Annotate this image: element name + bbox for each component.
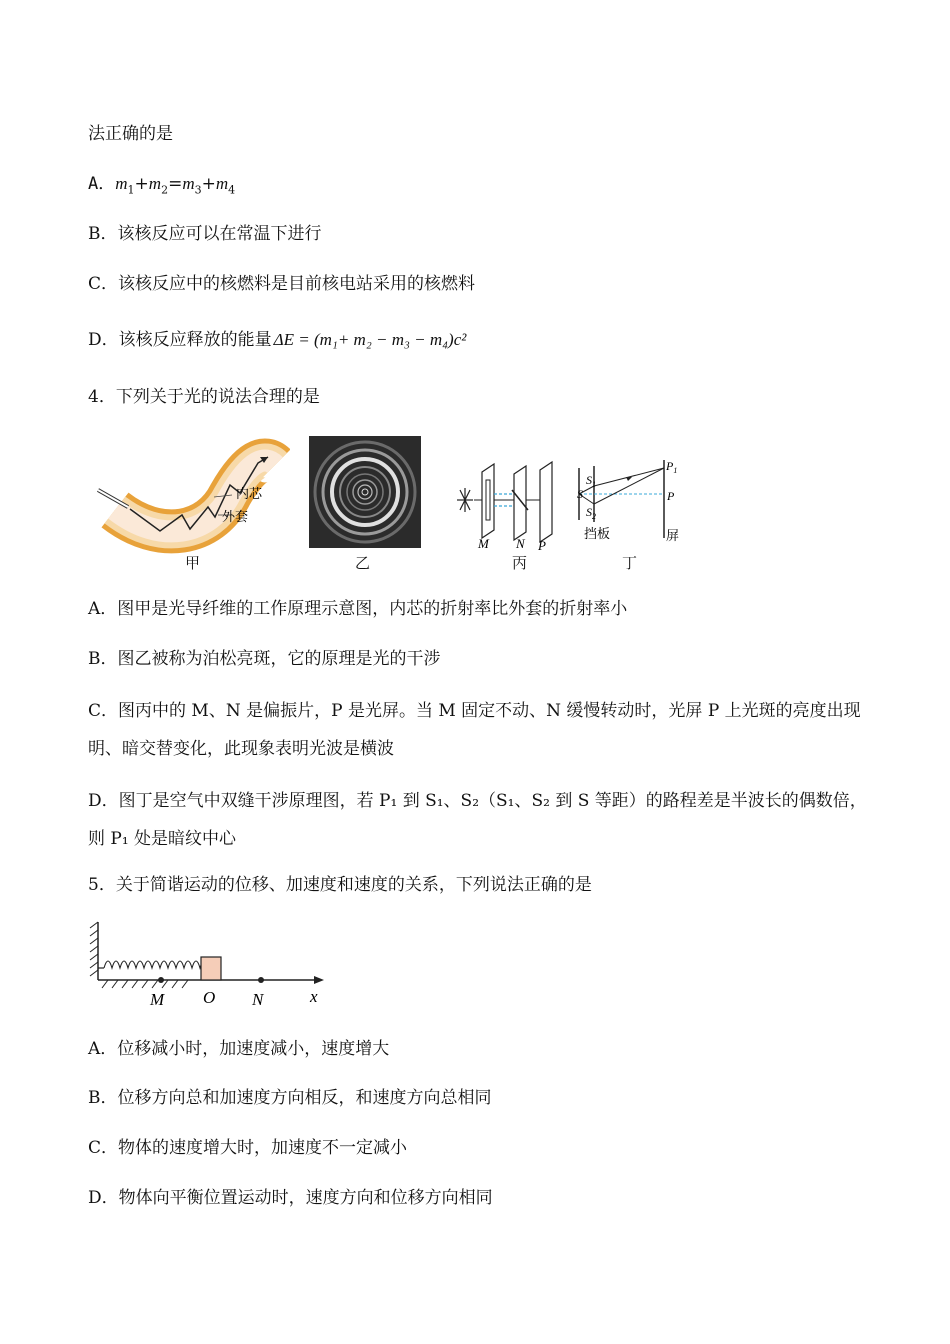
q5-stem: 5．关于简谐运动的位移、加速度和速度的关系，下列说法正确的是 [88,875,592,895]
label-S: S [577,487,583,501]
label-dangban: 挡板 [584,527,611,542]
energy-formula: ΔE = (m₁+ m₂ − m₃ − m₄)c² [273,330,467,349]
q3-option-b: B．该核反应可以在常温下进行 [88,224,322,244]
lead-text: 法正确的是 [88,124,173,144]
q4-option-a: A．图甲是光导纤维的工作原理示意图，内芯的折射率比外套的折射率小 [88,599,628,619]
q5-option-d: D．物体向平衡位置运动时，速度方向和位移方向相同 [88,1188,493,1208]
svg-text:S1: $S_1$ [586,473,596,489]
q4-stem: 4．下列关于光的说法合理的是 [88,387,320,407]
q3-option-c: C．该核反应中的核燃料是目前核电站采用的核燃料 [88,274,476,294]
q4-option-c: C．图丙中的 M、N 是偏振片，P 是光屏。当 M 固定不动、N 缓慢转动时，光屏 P 上光斑的亮度出现明、暗交替变化，此现象表明光波是横波 [88,701,861,759]
poisson-spot-image [309,436,421,548]
q4-option-b: B．图乙被称为泊松亮斑，它的原理是光的干涉 [88,649,441,669]
q4-option-d: D．图丁是空气中双缝干涉原理图，若 P₁ 到 S₁、S₂（S₁、S₂ 到 S 等距）的路程差是半波长的偶数倍，则 P₁ 处是暗纹中心 [88,791,867,849]
q5-option-c: C．物体的速度增大时，加速度不一定减小 [88,1138,408,1158]
q3-option-d: D．该核反应释放的能量 ΔE = (m₁+ m₂ − m₃ − m₄)c² [88,330,467,350]
label-P: P [538,538,546,553]
label-neixin: 内芯 [236,487,263,502]
caption-yi: 乙 [355,554,371,572]
caption-ding: 丁 [622,554,638,572]
svg-text:P1: $P_1$ [666,459,678,475]
polarizer-diagram [452,460,562,555]
label-x-axis: x [310,987,318,1006]
caption-jia: 甲 [185,554,201,572]
label-M: M [478,536,489,551]
spring-oscillator-diagram [88,918,333,1010]
double-slit-diagram [574,458,690,550]
svg-text:S2: $S_2$ [586,505,596,521]
label-N-point: N [252,990,264,1009]
label-ping: 屏 [666,529,680,544]
label-waitao: 外套 [222,510,249,525]
caption-bing: 丙 [512,554,528,572]
q5-option-a: A．位移减小时，加速度减小，速度增大 [88,1039,390,1059]
label-P-screen: P [667,489,675,503]
q5-option-b: B．位移方向总和加速度方向相反，和速度方向总相同 [88,1088,492,1108]
label-O-point: O [203,988,216,1007]
label-M-point: M [150,990,165,1009]
label-N: N [516,536,525,551]
q3-option-a: A．$m_1+m_2=m_3+m_4$ [88,174,236,197]
